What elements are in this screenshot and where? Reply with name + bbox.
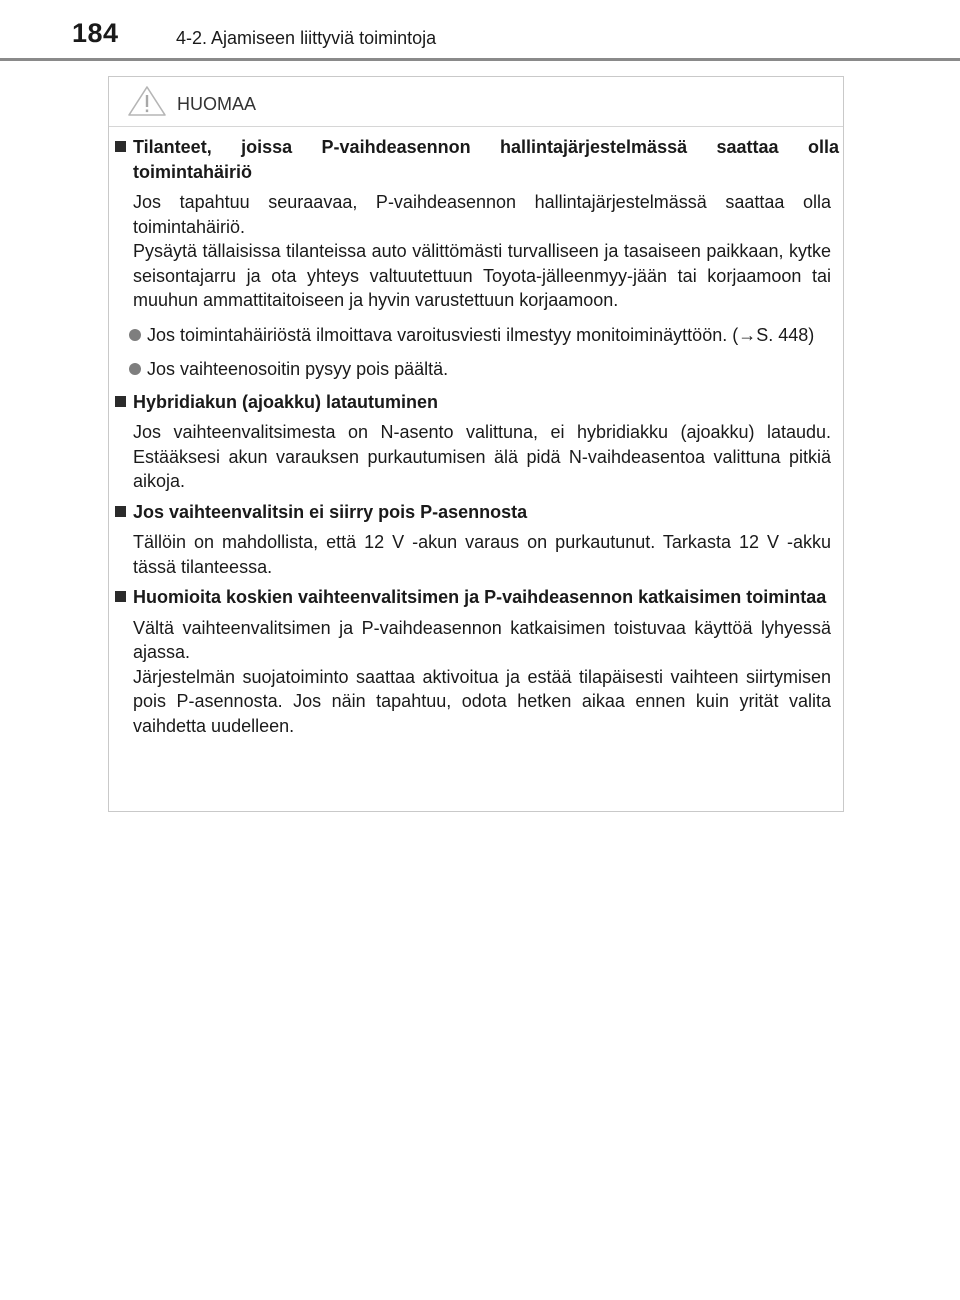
list-item-text: Jos vaihteenosoitin pysyy pois päältä. — [147, 359, 449, 379]
paragraph: Jos tapahtuu seuraavaa, P-vaihdeasennon hallintajärjestelmässä saattaa olla toimintahäiriö. — [133, 192, 831, 237]
notice-box — [108, 76, 844, 812]
square-bullet-icon — [115, 506, 126, 517]
notice-label: HUOMAA — [177, 94, 257, 114]
square-bullet-icon — [115, 141, 126, 152]
paragraph: Vältä vaihteenvalitsimen ja P-vaihdeasennon katkaisimen toistuvaa käyttöä lyhyessä ajassa. — [133, 617, 831, 662]
paragraph: Järjestelmän suojatoiminto saattaa aktivoitua ja estää tilapäisesti vaihteen siirtymisen pois P-asennosta. Jos näin tapahtuu, odota hetken aikaa ennen kuin yrität valita vaihdetta uudelleen. — [133, 666, 831, 736]
notice-header-divider — [109, 126, 843, 127]
list-item-text: Jos toimintahäiriöstä ilmoittava varoitusviesti ilmestyy monitoiminäyttöön. (→S. 448) — [147, 324, 815, 345]
section-battery-charging — [115, 390, 839, 494]
section-heading: Jos vaihteenvalitsin ei siirry pois P-asennosta — [115, 500, 839, 525]
square-bullet-icon — [115, 591, 126, 602]
section-title: 4-2. Ajamiseen liittyviä toimintoja — [176, 28, 437, 48]
page-header — [0, 0, 960, 60]
section-heading: Huomioita koskien vaihteenvalitsimen ja P-vaihdeasennon katkaisimen toimintaa — [115, 585, 839, 610]
square-bullet-icon — [115, 396, 126, 407]
section-shift-lever-stuck — [115, 500, 839, 580]
paragraph: Jos vaihteenvalitsimesta on N-asento valittuna, ei hybridiakku (ajoakku) lataudu. Estääksesi akun varauksen purkautumisen älä pidä N-vaihdeasentoa valittuna pitkiä aikoja. — [133, 422, 831, 491]
section-heading: Tilanteet, joissa P-vaihdeasennon hallintajärjestelmässä saattaa olla toimintahäiriö — [115, 135, 839, 184]
header-divider — [0, 58, 960, 61]
paragraph: Tällöin on mahdollista, että 12 V -akun varaus on purkautunut. Tarkasta 12 V -akku tässä tilanteessa. — [133, 532, 831, 577]
circle-bullet-icon — [129, 363, 141, 375]
section-switch-operation — [115, 585, 839, 738]
list-item — [115, 323, 839, 348]
circle-bullet-icon — [129, 329, 141, 341]
warning-triangle-icon — [127, 85, 167, 117]
notice-content — [115, 135, 839, 744]
section-p-malfunction — [115, 135, 839, 382]
section-heading: Hybridiakun (ajoakku) latautuminen — [115, 390, 839, 415]
page-number: 184 — [72, 18, 119, 48]
list-item — [115, 357, 839, 382]
paragraph: Pysäytä tällaisissa tilanteissa auto välittömästi turvalliseen ja tasaiseen paikkaan, kytke seisontajarru ja ota yhteys valtuutettuun Toyota-jälleenmyy-jään tai korjaamoon tai muuhun ammattitaitoiseen ja hyvin varustettuun korjaamoon. — [133, 241, 831, 310]
